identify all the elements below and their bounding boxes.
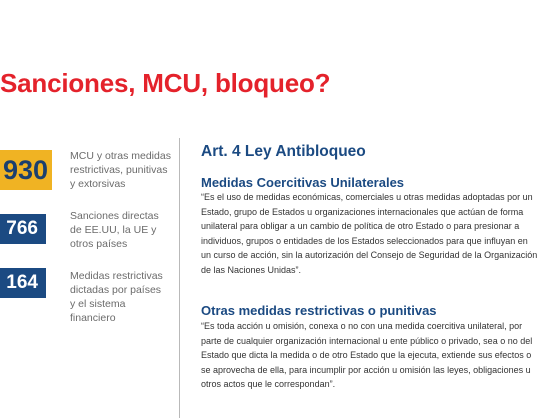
section-definition-mcu [201, 190, 537, 277]
section-definition-otras-medidas [201, 319, 533, 392]
stat-description-line: de EE.UU, la UE y [70, 224, 157, 236]
stat-number-sanciones: 766 [0, 214, 46, 244]
column-divider [179, 138, 180, 418]
definition-line: un curso de acción, sin la autorización del Consejo de Seguridad de la Organización [201, 250, 537, 260]
definition-line: “Es toda acción u omisión, conexa o no con una medida coercitiva unilateral, por [201, 321, 523, 331]
definition-line: de las Naciones Unidas”. [201, 264, 302, 275]
stat-description-line: Medidas restrictivas [70, 270, 163, 282]
stat-description-line: Sanciones directas [70, 210, 159, 222]
stat-number-mcu: 930 [0, 150, 52, 190]
definition-line: otros actos que le correspondan”. [201, 379, 336, 389]
stat-description-sanciones [70, 209, 180, 251]
stat-description-line: restrictivas, punitivas [70, 164, 168, 176]
definition-line: se aprovecha de ella, para incumplir por acción u omisión las leyes, obligaciones u [201, 364, 531, 375]
definition-line: “Es el uso de medidas económicas, comerciales u otras medidas adoptadas por un [201, 192, 533, 202]
article-heading: Art. 4 Ley Antibloqueo [201, 143, 366, 160]
definition-line: Estado, grupo de Estados u organizaciones internacionales que actúan de forma [201, 206, 524, 217]
section-title-otras-medidas: Otras medidas restrictivas o punitivas [201, 303, 437, 318]
stat-description-medidas [70, 269, 180, 325]
section-title-mcu: Medidas Coercitivas Unilaterales [201, 175, 405, 190]
page-title: Sanciones, MCU, bloqueo? [0, 68, 331, 98]
stat-description-line: dictadas por países [70, 284, 162, 296]
definition-line: individuos, grupos o entidades de los Estados seleccionados para que influyan en [201, 235, 528, 246]
stat-description-line: y extorsivas [70, 178, 126, 190]
stat-description-line: y el sistema [70, 298, 126, 310]
stat-number-medidas: 164 [0, 268, 46, 298]
definition-line: parte de cualquier organización internacional u ente público o privado, sea o no del [201, 335, 533, 346]
stat-description-line: MCU y otras medidas [70, 150, 171, 162]
stat-description-line: financiero [70, 312, 116, 324]
stat-description-mcu [70, 149, 180, 191]
definition-line: Estado que dicta la medida o de otro Estado que la ejecuta, extiende sus efectos o [201, 350, 532, 360]
stats-column [0, 0, 175, 420]
law-article-panel [201, 0, 537, 420]
stat-description-line: otros países [70, 238, 128, 250]
definition-line: unilateral para obligar a un cambio de política de otro Estado o para presionar a [201, 221, 520, 231]
